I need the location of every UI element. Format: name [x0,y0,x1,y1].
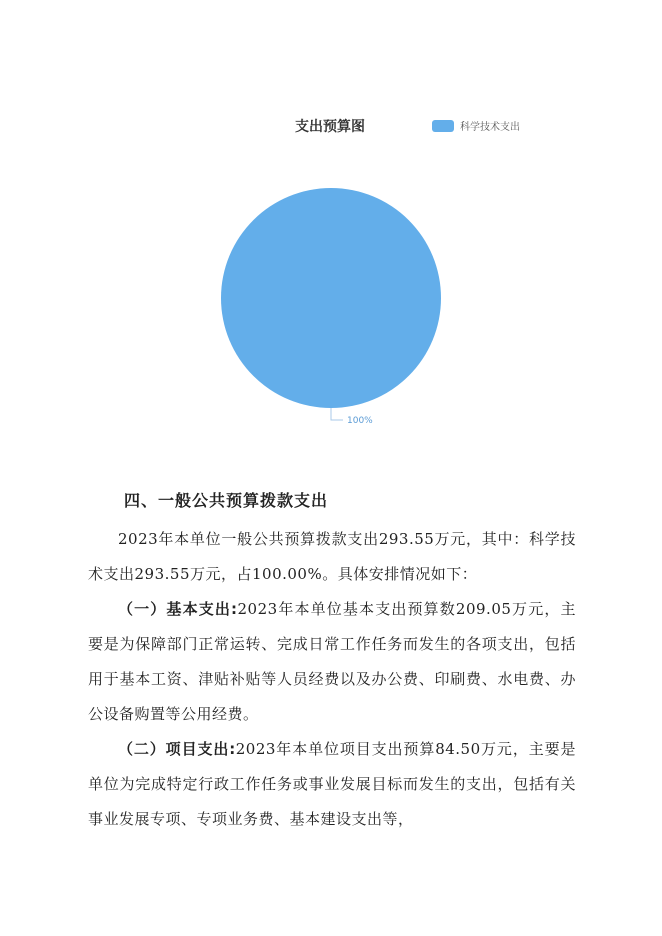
expenditure-pie-chart [0,0,662,460]
pie-svg [0,0,662,460]
project-expenditure-lead: （二）项目支出: [118,740,236,758]
paragraph-summary: 2023年本单位一般公共预算拨款支出293.55万元，其中：科学技术支出293.55万元，占100.00%。具体安排情况如下： [88,530,576,583]
basic-expenditure-text: 2023年本单位基本支出预算数209.05万元，主要是为保障部门正常运转、完成日常工作任务而发生的各项支出，包括用于基本工资、津贴补贴等人员经费以及办公费、印刷费、水电费、办公设备购置等公用经费。 [88,600,576,723]
label-leader-line [331,408,343,420]
chart-title: 支出预算图 [295,119,365,135]
section-heading: 四、一般公共预算拨款支出 [124,491,329,510]
pie-data-label: 100% [347,416,373,426]
pie-slice [221,188,441,408]
document-body [88,486,576,837]
project-expenditure-text: 2023年本单位项目支出预算84.50万元，主要是单位为完成特定行政工作任务或事业发展目标而发生的支出，包括有关事业发展专项、专项业务费、基本建设支出等， [88,740,576,828]
paragraph-project-expenditure [88,732,576,837]
legend-label: 科学技术支出 [460,122,520,133]
paragraph-basic-expenditure [88,592,576,732]
basic-expenditure-lead: （一）基本支出: [118,600,238,618]
